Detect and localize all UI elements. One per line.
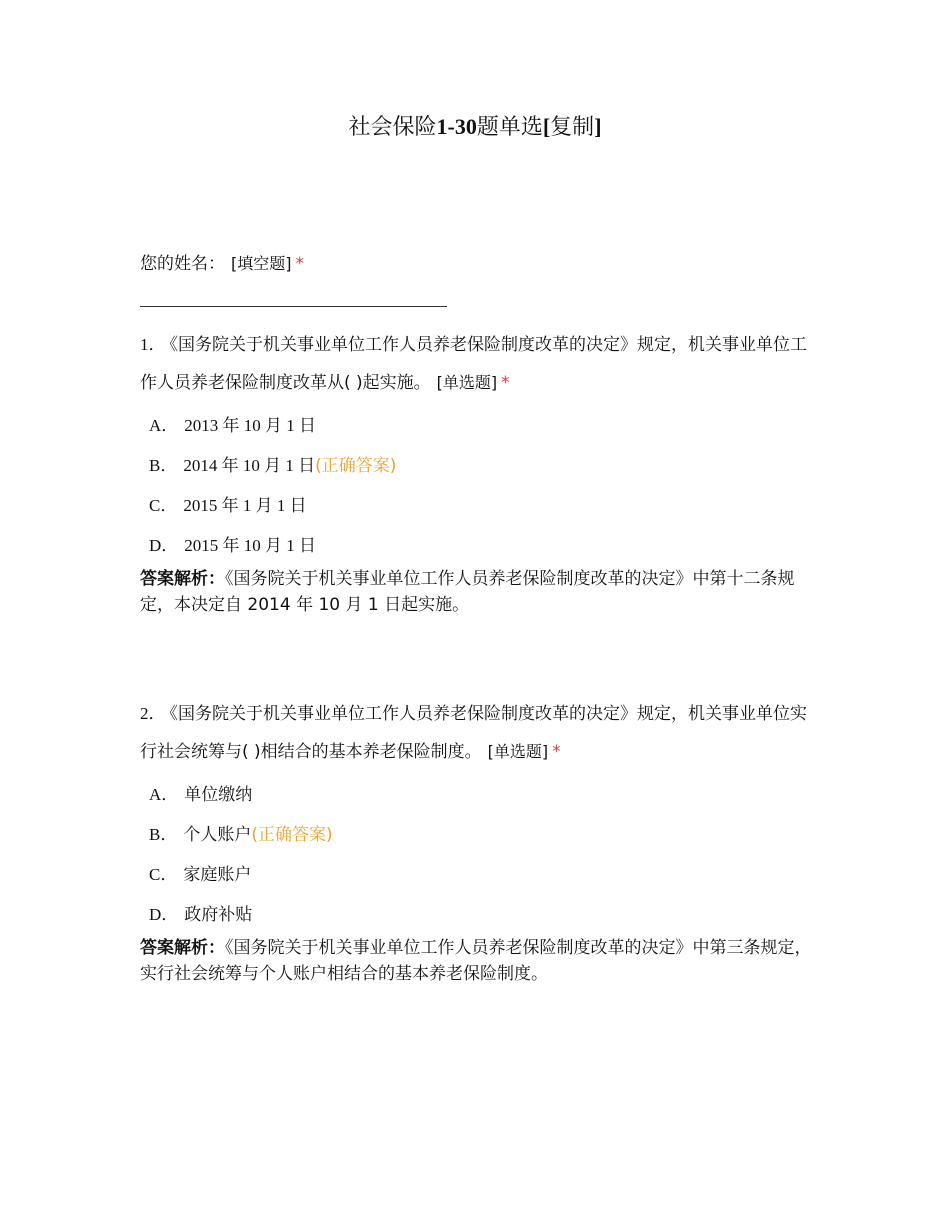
analysis-text: 《国务院关于机关事业单位工作人员养老保险制度改革的决定》中第十二条规定，本决定自 2014 年 10 月 1 日起实施。 xyxy=(140,569,795,615)
option-text: 个人账户 xyxy=(183,825,252,845)
option-a[interactable] xyxy=(140,406,820,446)
option-b[interactable] xyxy=(140,446,820,486)
question-text: 《国务院关于机关事业单位工作人员养老保险制度改革的决定》规定，机关事业单位工作人员养老保险制度改革从( )起实施。 xyxy=(140,335,807,393)
name-fill-line[interactable] xyxy=(140,306,447,307)
name-question xyxy=(140,250,304,278)
option-a[interactable] xyxy=(140,775,820,815)
option-letter: C． xyxy=(149,496,178,515)
question-number: 2． xyxy=(140,704,166,723)
option-list xyxy=(140,406,820,566)
answer-analysis xyxy=(140,935,820,987)
option-text: 2014 年 10 月 1 日 xyxy=(183,456,316,475)
question-2 xyxy=(140,695,820,987)
option-letter: A． xyxy=(149,416,179,435)
analysis-label: 答案解析： xyxy=(140,569,225,589)
correct-answer-note: (正确答案) xyxy=(251,825,333,845)
option-list xyxy=(140,775,820,935)
required-mark: * xyxy=(295,254,304,274)
option-text: 家庭账户 xyxy=(183,865,252,885)
page-title xyxy=(0,110,950,145)
option-text: 2013 年 10 月 1 日 xyxy=(184,416,317,435)
option-d[interactable] xyxy=(140,526,820,566)
question-1 xyxy=(140,326,820,618)
option-letter: B． xyxy=(149,825,178,844)
title-copy: 复制 xyxy=(550,115,595,140)
option-letter: D． xyxy=(149,536,179,555)
question-type-tag: [填空题] xyxy=(231,254,292,273)
title-prefix: 社会保险 xyxy=(348,115,437,140)
option-c[interactable] xyxy=(140,486,820,526)
question-type-tag: [单选题] xyxy=(436,373,498,392)
option-text: 2015 年 10 月 1 日 xyxy=(184,536,317,555)
option-letter: D． xyxy=(149,905,179,924)
question-stem xyxy=(140,326,820,402)
title-number: 1-30 xyxy=(436,114,477,139)
option-text: 政府补贴 xyxy=(184,905,253,925)
option-b[interactable] xyxy=(140,815,820,855)
title-bracket-open: [ xyxy=(542,114,551,139)
analysis-label: 答案解析： xyxy=(140,938,225,958)
option-d[interactable] xyxy=(140,895,820,935)
option-c[interactable] xyxy=(140,855,820,895)
name-question-label: 您的姓名： xyxy=(140,254,225,274)
required-mark: * xyxy=(552,742,561,762)
question-number: 1． xyxy=(140,335,166,354)
option-letter: A． xyxy=(149,785,179,804)
title-bracket-close: ] xyxy=(594,114,602,139)
required-mark: * xyxy=(501,373,510,393)
option-text: 单位缴纳 xyxy=(184,785,253,805)
question-type-tag: [单选题] xyxy=(487,742,549,761)
analysis-text: 《国务院关于机关事业单位工作人员养老保险制度改革的决定》中第三条规定，实行社会统筹与个人账户相结合的基本养老保险制度。 xyxy=(140,938,812,984)
answer-analysis xyxy=(140,566,820,618)
title-suffix: 题单选 xyxy=(476,115,543,140)
correct-answer-note: (正确答案) xyxy=(315,456,397,476)
question-text: 《国务院关于机关事业单位工作人员养老保险制度改革的决定》规定，机关事业单位实行社会统筹与( )相结合的基本养老保险制度。 xyxy=(140,704,807,762)
option-letter: C． xyxy=(149,865,178,884)
option-text: 2015 年 1 月 1 日 xyxy=(183,496,307,515)
question-stem xyxy=(140,695,820,771)
option-letter: B． xyxy=(149,456,178,475)
